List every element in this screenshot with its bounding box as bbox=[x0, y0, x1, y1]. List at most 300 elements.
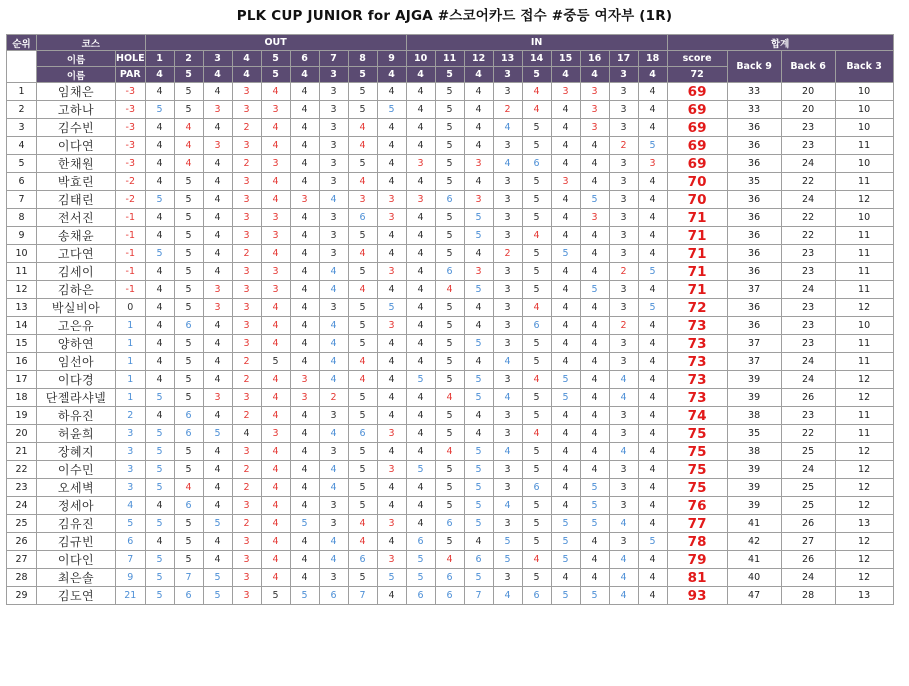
to-par-cell: 6 bbox=[116, 533, 146, 551]
hole-score: 4 bbox=[290, 101, 319, 119]
hole-score: 5 bbox=[145, 515, 174, 533]
total-score: 77 bbox=[667, 515, 727, 533]
back6-cell: 23 bbox=[781, 137, 835, 155]
hole-score: 3 bbox=[609, 83, 638, 101]
hole-score: 4 bbox=[406, 479, 435, 497]
hole-score: 3 bbox=[609, 173, 638, 191]
hole-score: 4 bbox=[319, 461, 348, 479]
to-par-cell: -3 bbox=[116, 83, 146, 101]
hole-score: 6 bbox=[435, 587, 464, 605]
back6-cell: 23 bbox=[781, 245, 835, 263]
hole-score: 5 bbox=[435, 317, 464, 335]
total-score: 69 bbox=[667, 101, 727, 119]
hole-score: 5 bbox=[522, 263, 551, 281]
hole-score: 4 bbox=[464, 533, 493, 551]
hole-score: 4 bbox=[406, 389, 435, 407]
hole-score: 5 bbox=[522, 353, 551, 371]
back9-header: Back 9 bbox=[727, 51, 781, 83]
hole-score: 4 bbox=[638, 83, 667, 101]
hole-score: 3 bbox=[232, 569, 261, 587]
hole-score: 4 bbox=[145, 533, 174, 551]
hole-number: 12 bbox=[464, 51, 493, 67]
hole-score: 4 bbox=[203, 497, 232, 515]
hole-score: 4 bbox=[638, 227, 667, 245]
hole-score: 5 bbox=[580, 479, 609, 497]
hole-score: 3 bbox=[580, 119, 609, 137]
hole-score: 4 bbox=[609, 569, 638, 587]
par-total: 72 bbox=[667, 67, 727, 83]
to-par-cell: 21 bbox=[116, 587, 146, 605]
hole-score: 5 bbox=[377, 569, 406, 587]
hole-par: 4 bbox=[203, 67, 232, 83]
hole-score: 3 bbox=[551, 173, 580, 191]
hole-score: 4 bbox=[580, 389, 609, 407]
table-row bbox=[7, 155, 894, 173]
hole-score: 5 bbox=[522, 335, 551, 353]
hole-number: 3 bbox=[203, 51, 232, 67]
hole-score: 5 bbox=[348, 335, 377, 353]
back3-cell: 12 bbox=[835, 497, 893, 515]
hole-score: 4 bbox=[638, 317, 667, 335]
hole-score: 5 bbox=[348, 317, 377, 335]
back6-cell: 24 bbox=[781, 155, 835, 173]
hole-score: 3 bbox=[609, 335, 638, 353]
hole-score: 4 bbox=[464, 299, 493, 317]
hole-score: 5 bbox=[464, 281, 493, 299]
hole-score: 4 bbox=[319, 479, 348, 497]
hole-score: 5 bbox=[464, 569, 493, 587]
back6-cell: 25 bbox=[781, 497, 835, 515]
hole-score: 4 bbox=[290, 353, 319, 371]
hole-score: 4 bbox=[203, 461, 232, 479]
player-name: 하유진 bbox=[37, 407, 116, 425]
back3-cell: 12 bbox=[835, 533, 893, 551]
table-row bbox=[7, 317, 894, 335]
hole-score: 5 bbox=[406, 461, 435, 479]
hole-score: 5 bbox=[174, 263, 203, 281]
hole-score: 6 bbox=[348, 551, 377, 569]
hole-score: 5 bbox=[435, 101, 464, 119]
hole-score: 6 bbox=[464, 551, 493, 569]
total-score: 70 bbox=[667, 173, 727, 191]
hole-score: 4 bbox=[435, 443, 464, 461]
table-row bbox=[7, 263, 894, 281]
total-score: 75 bbox=[667, 425, 727, 443]
player-name: 임채은 bbox=[37, 83, 116, 101]
hole-score: 3 bbox=[319, 101, 348, 119]
hole-score: 3 bbox=[377, 209, 406, 227]
hole-number: 16 bbox=[580, 51, 609, 67]
hole-score: 4 bbox=[522, 425, 551, 443]
hole-score: 4 bbox=[493, 353, 522, 371]
hole-score: 3 bbox=[609, 227, 638, 245]
hole-score: 3 bbox=[609, 119, 638, 137]
back3-cell: 10 bbox=[835, 317, 893, 335]
hole-score: 5 bbox=[203, 515, 232, 533]
hole-score: 4 bbox=[638, 191, 667, 209]
player-name: 박효린 bbox=[37, 173, 116, 191]
hole-score: 4 bbox=[406, 299, 435, 317]
hole-score: 4 bbox=[580, 227, 609, 245]
hole-score: 5 bbox=[638, 263, 667, 281]
hole-score: 3 bbox=[580, 209, 609, 227]
back9-cell: 37 bbox=[727, 335, 781, 353]
course-header: 코스 bbox=[37, 35, 146, 51]
player-name: 허윤희 bbox=[37, 425, 116, 443]
hole-score: 3 bbox=[319, 497, 348, 515]
player-name: 고다연 bbox=[37, 245, 116, 263]
table-row bbox=[7, 353, 894, 371]
hole-score: 3 bbox=[319, 83, 348, 101]
hole-score: 4 bbox=[406, 497, 435, 515]
hole-score: 5 bbox=[464, 371, 493, 389]
hole-score: 2 bbox=[609, 317, 638, 335]
to-par-cell: -3 bbox=[116, 137, 146, 155]
hole-score: 4 bbox=[464, 425, 493, 443]
back6-cell: 23 bbox=[781, 407, 835, 425]
hole-score: 5 bbox=[435, 299, 464, 317]
player-name: 양하연 bbox=[37, 335, 116, 353]
hole-score: 4 bbox=[406, 335, 435, 353]
hole-number: 2 bbox=[174, 51, 203, 67]
hole-score: 4 bbox=[261, 245, 290, 263]
back6-cell: 26 bbox=[781, 551, 835, 569]
hole-score: 4 bbox=[261, 497, 290, 515]
to-par-cell: 5 bbox=[116, 515, 146, 533]
hole-score: 4 bbox=[638, 371, 667, 389]
total-header: 합계 bbox=[667, 35, 893, 51]
hole-score: 4 bbox=[203, 263, 232, 281]
hole-score: 4 bbox=[203, 245, 232, 263]
hole-score: 4 bbox=[145, 119, 174, 137]
rank-cell: 9 bbox=[7, 227, 37, 245]
hole-score: 3 bbox=[232, 533, 261, 551]
hole-score: 6 bbox=[522, 155, 551, 173]
player-name: 박실비아 bbox=[37, 299, 116, 317]
table-row bbox=[7, 83, 894, 101]
hole-score: 4 bbox=[464, 407, 493, 425]
hole-score: 5 bbox=[174, 461, 203, 479]
hole-score: 4 bbox=[319, 551, 348, 569]
hole-score: 4 bbox=[377, 83, 406, 101]
back9-cell: 41 bbox=[727, 515, 781, 533]
hole-number: 1 bbox=[145, 51, 174, 67]
rank-cell: 7 bbox=[7, 191, 37, 209]
player-name: 김규빈 bbox=[37, 533, 116, 551]
hole-score: 3 bbox=[493, 515, 522, 533]
hole-score: 3 bbox=[261, 227, 290, 245]
back6-cell: 24 bbox=[781, 569, 835, 587]
hole-score: 6 bbox=[174, 407, 203, 425]
hole-score: 3 bbox=[609, 281, 638, 299]
hole-score: 4 bbox=[493, 443, 522, 461]
back3-cell: 10 bbox=[835, 119, 893, 137]
back9-cell: 35 bbox=[727, 173, 781, 191]
hole-score: 4 bbox=[145, 317, 174, 335]
hole-score: 2 bbox=[232, 479, 261, 497]
back9-cell: 39 bbox=[727, 389, 781, 407]
hole-score: 4 bbox=[551, 335, 580, 353]
hole-score: 3 bbox=[493, 407, 522, 425]
hole-score: 4 bbox=[406, 209, 435, 227]
hole-score: 4 bbox=[290, 209, 319, 227]
back6-cell: 25 bbox=[781, 479, 835, 497]
hole-par: 4 bbox=[464, 67, 493, 83]
hole-score: 5 bbox=[261, 353, 290, 371]
hole-score: 5 bbox=[522, 137, 551, 155]
hole-score: 4 bbox=[464, 317, 493, 335]
hole-score: 5 bbox=[435, 335, 464, 353]
back3-cell: 11 bbox=[835, 263, 893, 281]
hole-score: 4 bbox=[319, 263, 348, 281]
hole-score: 4 bbox=[580, 425, 609, 443]
hole-par: 4 bbox=[580, 67, 609, 83]
hole-score: 5 bbox=[145, 479, 174, 497]
hole-score: 4 bbox=[290, 479, 319, 497]
hole-score: 4 bbox=[609, 515, 638, 533]
hole-score: 5 bbox=[174, 209, 203, 227]
hole-score: 5 bbox=[464, 515, 493, 533]
rank-cell: 26 bbox=[7, 533, 37, 551]
hole-score: 3 bbox=[319, 137, 348, 155]
hole-number: 15 bbox=[551, 51, 580, 67]
back9-cell: 36 bbox=[727, 263, 781, 281]
player-name: 한채원 bbox=[37, 155, 116, 173]
hole-score: 4 bbox=[580, 371, 609, 389]
hole-score: 3 bbox=[232, 263, 261, 281]
hole-score: 3 bbox=[609, 101, 638, 119]
player-name: 임선아 bbox=[37, 353, 116, 371]
total-score: 73 bbox=[667, 353, 727, 371]
player-name: 김수빈 bbox=[37, 119, 116, 137]
rank-cell: 18 bbox=[7, 389, 37, 407]
hole-score: 4 bbox=[319, 533, 348, 551]
hole-score: 3 bbox=[203, 137, 232, 155]
back3-cell: 11 bbox=[835, 353, 893, 371]
back9-cell: 39 bbox=[727, 371, 781, 389]
hole-score: 4 bbox=[638, 353, 667, 371]
hole-score: 6 bbox=[435, 263, 464, 281]
hole-score: 4 bbox=[261, 533, 290, 551]
total-score: 70 bbox=[667, 191, 727, 209]
hole-score: 4 bbox=[406, 407, 435, 425]
hole-score: 2 bbox=[609, 263, 638, 281]
hole-score: 4 bbox=[406, 281, 435, 299]
hole-score: 4 bbox=[522, 299, 551, 317]
hole-score: 6 bbox=[348, 425, 377, 443]
total-score: 73 bbox=[667, 371, 727, 389]
rank-cell: 19 bbox=[7, 407, 37, 425]
hole-score: 4 bbox=[522, 371, 551, 389]
hole-score: 6 bbox=[435, 191, 464, 209]
total-score: 78 bbox=[667, 533, 727, 551]
hole-par: 4 bbox=[145, 67, 174, 83]
hole-score: 3 bbox=[232, 83, 261, 101]
to-par-cell: 4 bbox=[116, 497, 146, 515]
to-par-cell: 3 bbox=[116, 443, 146, 461]
to-par-cell: -1 bbox=[116, 227, 146, 245]
hole-score: 4 bbox=[145, 335, 174, 353]
hole-score: 4 bbox=[290, 137, 319, 155]
hole-score: 4 bbox=[348, 245, 377, 263]
hole-score: 4 bbox=[348, 281, 377, 299]
hole-score: 4 bbox=[580, 155, 609, 173]
hole-score: 4 bbox=[174, 155, 203, 173]
hole-score: 4 bbox=[290, 317, 319, 335]
hole-score: 5 bbox=[348, 479, 377, 497]
hole-score: 2 bbox=[232, 119, 261, 137]
hole-score: 4 bbox=[348, 137, 377, 155]
hole-score: 6 bbox=[522, 317, 551, 335]
hole-score: 5 bbox=[174, 191, 203, 209]
hole-score: 5 bbox=[522, 443, 551, 461]
hole-score: 3 bbox=[493, 83, 522, 101]
scorecard-table bbox=[6, 34, 894, 605]
hole-score: 6 bbox=[435, 515, 464, 533]
back9-cell: 39 bbox=[727, 479, 781, 497]
hole-score: 4 bbox=[406, 317, 435, 335]
hole-score: 4 bbox=[377, 443, 406, 461]
rank-cell: 8 bbox=[7, 209, 37, 227]
hole-score: 3 bbox=[493, 191, 522, 209]
back3-cell: 12 bbox=[835, 443, 893, 461]
back9-cell: 39 bbox=[727, 461, 781, 479]
hole-score: 4 bbox=[261, 371, 290, 389]
to-par-cell: 9 bbox=[116, 569, 146, 587]
hole-score: 4 bbox=[261, 83, 290, 101]
hole-score: 6 bbox=[406, 533, 435, 551]
total-score: 69 bbox=[667, 83, 727, 101]
hole-score: 4 bbox=[377, 479, 406, 497]
total-score: 75 bbox=[667, 461, 727, 479]
hole-score: 4 bbox=[580, 569, 609, 587]
hole-score: 2 bbox=[319, 389, 348, 407]
hole-score: 4 bbox=[580, 335, 609, 353]
hole-score: 4 bbox=[638, 245, 667, 263]
back6-cell: 24 bbox=[781, 461, 835, 479]
hole-score: 3 bbox=[232, 281, 261, 299]
back6-cell: 26 bbox=[781, 515, 835, 533]
hole-score: 5 bbox=[145, 461, 174, 479]
hole-score: 5 bbox=[145, 569, 174, 587]
hole-score: 4 bbox=[261, 389, 290, 407]
hole-number: 17 bbox=[609, 51, 638, 67]
hole-score: 5 bbox=[435, 479, 464, 497]
hole-score: 2 bbox=[232, 515, 261, 533]
hole-score: 4 bbox=[290, 173, 319, 191]
hole-score: 5 bbox=[580, 587, 609, 605]
hole-score: 4 bbox=[377, 155, 406, 173]
hole-score: 5 bbox=[348, 569, 377, 587]
hole-score: 3 bbox=[493, 173, 522, 191]
table-row bbox=[7, 479, 894, 497]
table-row bbox=[7, 119, 894, 137]
hole-score: 5 bbox=[174, 533, 203, 551]
hole-score: 4 bbox=[203, 173, 232, 191]
hole-score: 4 bbox=[290, 497, 319, 515]
back9-cell: 39 bbox=[727, 497, 781, 515]
hole-score: 4 bbox=[261, 317, 290, 335]
hole-score: 3 bbox=[290, 371, 319, 389]
back3-cell: 12 bbox=[835, 569, 893, 587]
player-name: 송채윤 bbox=[37, 227, 116, 245]
hole-score: 5 bbox=[464, 389, 493, 407]
hole-score: 3 bbox=[609, 299, 638, 317]
hole-score: 4 bbox=[261, 461, 290, 479]
hole-score: 5 bbox=[522, 389, 551, 407]
hole-score: 5 bbox=[174, 281, 203, 299]
player-name: 정세아 bbox=[37, 497, 116, 515]
back9-cell: 38 bbox=[727, 407, 781, 425]
hole-score: 4 bbox=[377, 371, 406, 389]
hole-score: 2 bbox=[232, 461, 261, 479]
hole-score: 5 bbox=[580, 515, 609, 533]
hole-score: 5 bbox=[435, 407, 464, 425]
hole-score: 3 bbox=[232, 137, 261, 155]
rank-cell: 4 bbox=[7, 137, 37, 155]
hole-score: 5 bbox=[551, 587, 580, 605]
hole-score: 3 bbox=[319, 299, 348, 317]
hole-score: 4 bbox=[232, 425, 261, 443]
hole-score: 4 bbox=[145, 371, 174, 389]
hole-score: 2 bbox=[232, 407, 261, 425]
hole-score: 6 bbox=[348, 209, 377, 227]
total-score: 73 bbox=[667, 317, 727, 335]
hole-score: 3 bbox=[203, 101, 232, 119]
hole-score: 4 bbox=[551, 353, 580, 371]
hole-score: 4 bbox=[464, 137, 493, 155]
to-par-cell: 0 bbox=[116, 299, 146, 317]
hole-score: 6 bbox=[522, 479, 551, 497]
hole-score: 3 bbox=[377, 515, 406, 533]
hole-score: 5 bbox=[348, 497, 377, 515]
to-par-cell: -1 bbox=[116, 245, 146, 263]
total-score: 75 bbox=[667, 443, 727, 461]
hole-score: 5 bbox=[174, 389, 203, 407]
hole-par: 4 bbox=[551, 67, 580, 83]
hole-score: 4 bbox=[261, 191, 290, 209]
hole-score: 5 bbox=[348, 263, 377, 281]
total-score: 71 bbox=[667, 227, 727, 245]
hole-score: 4 bbox=[638, 119, 667, 137]
hole-score: 5 bbox=[464, 209, 493, 227]
hole-par: 5 bbox=[261, 67, 290, 83]
hole-score: 5 bbox=[174, 173, 203, 191]
hole-score: 4 bbox=[290, 335, 319, 353]
hole-score: 3 bbox=[319, 407, 348, 425]
hole-score: 5 bbox=[435, 461, 464, 479]
hole-score: 4 bbox=[261, 137, 290, 155]
back3-cell: 12 bbox=[835, 551, 893, 569]
rank-cell: 2 bbox=[7, 101, 37, 119]
hole-score: 3 bbox=[493, 317, 522, 335]
table-row bbox=[7, 101, 894, 119]
hole-score: 5 bbox=[348, 83, 377, 101]
hole-score: 4 bbox=[551, 317, 580, 335]
hole-score: 5 bbox=[435, 119, 464, 137]
hole-score: 4 bbox=[203, 119, 232, 137]
hole-score: 4 bbox=[290, 299, 319, 317]
hole-score: 3 bbox=[319, 443, 348, 461]
hole-score: 4 bbox=[522, 83, 551, 101]
hole-par: 5 bbox=[435, 67, 464, 83]
total-score: 71 bbox=[667, 263, 727, 281]
hole-par: 4 bbox=[290, 67, 319, 83]
hole-score: 5 bbox=[522, 119, 551, 137]
table-row bbox=[7, 569, 894, 587]
back3-cell: 11 bbox=[835, 281, 893, 299]
hole-score: 3 bbox=[232, 299, 261, 317]
